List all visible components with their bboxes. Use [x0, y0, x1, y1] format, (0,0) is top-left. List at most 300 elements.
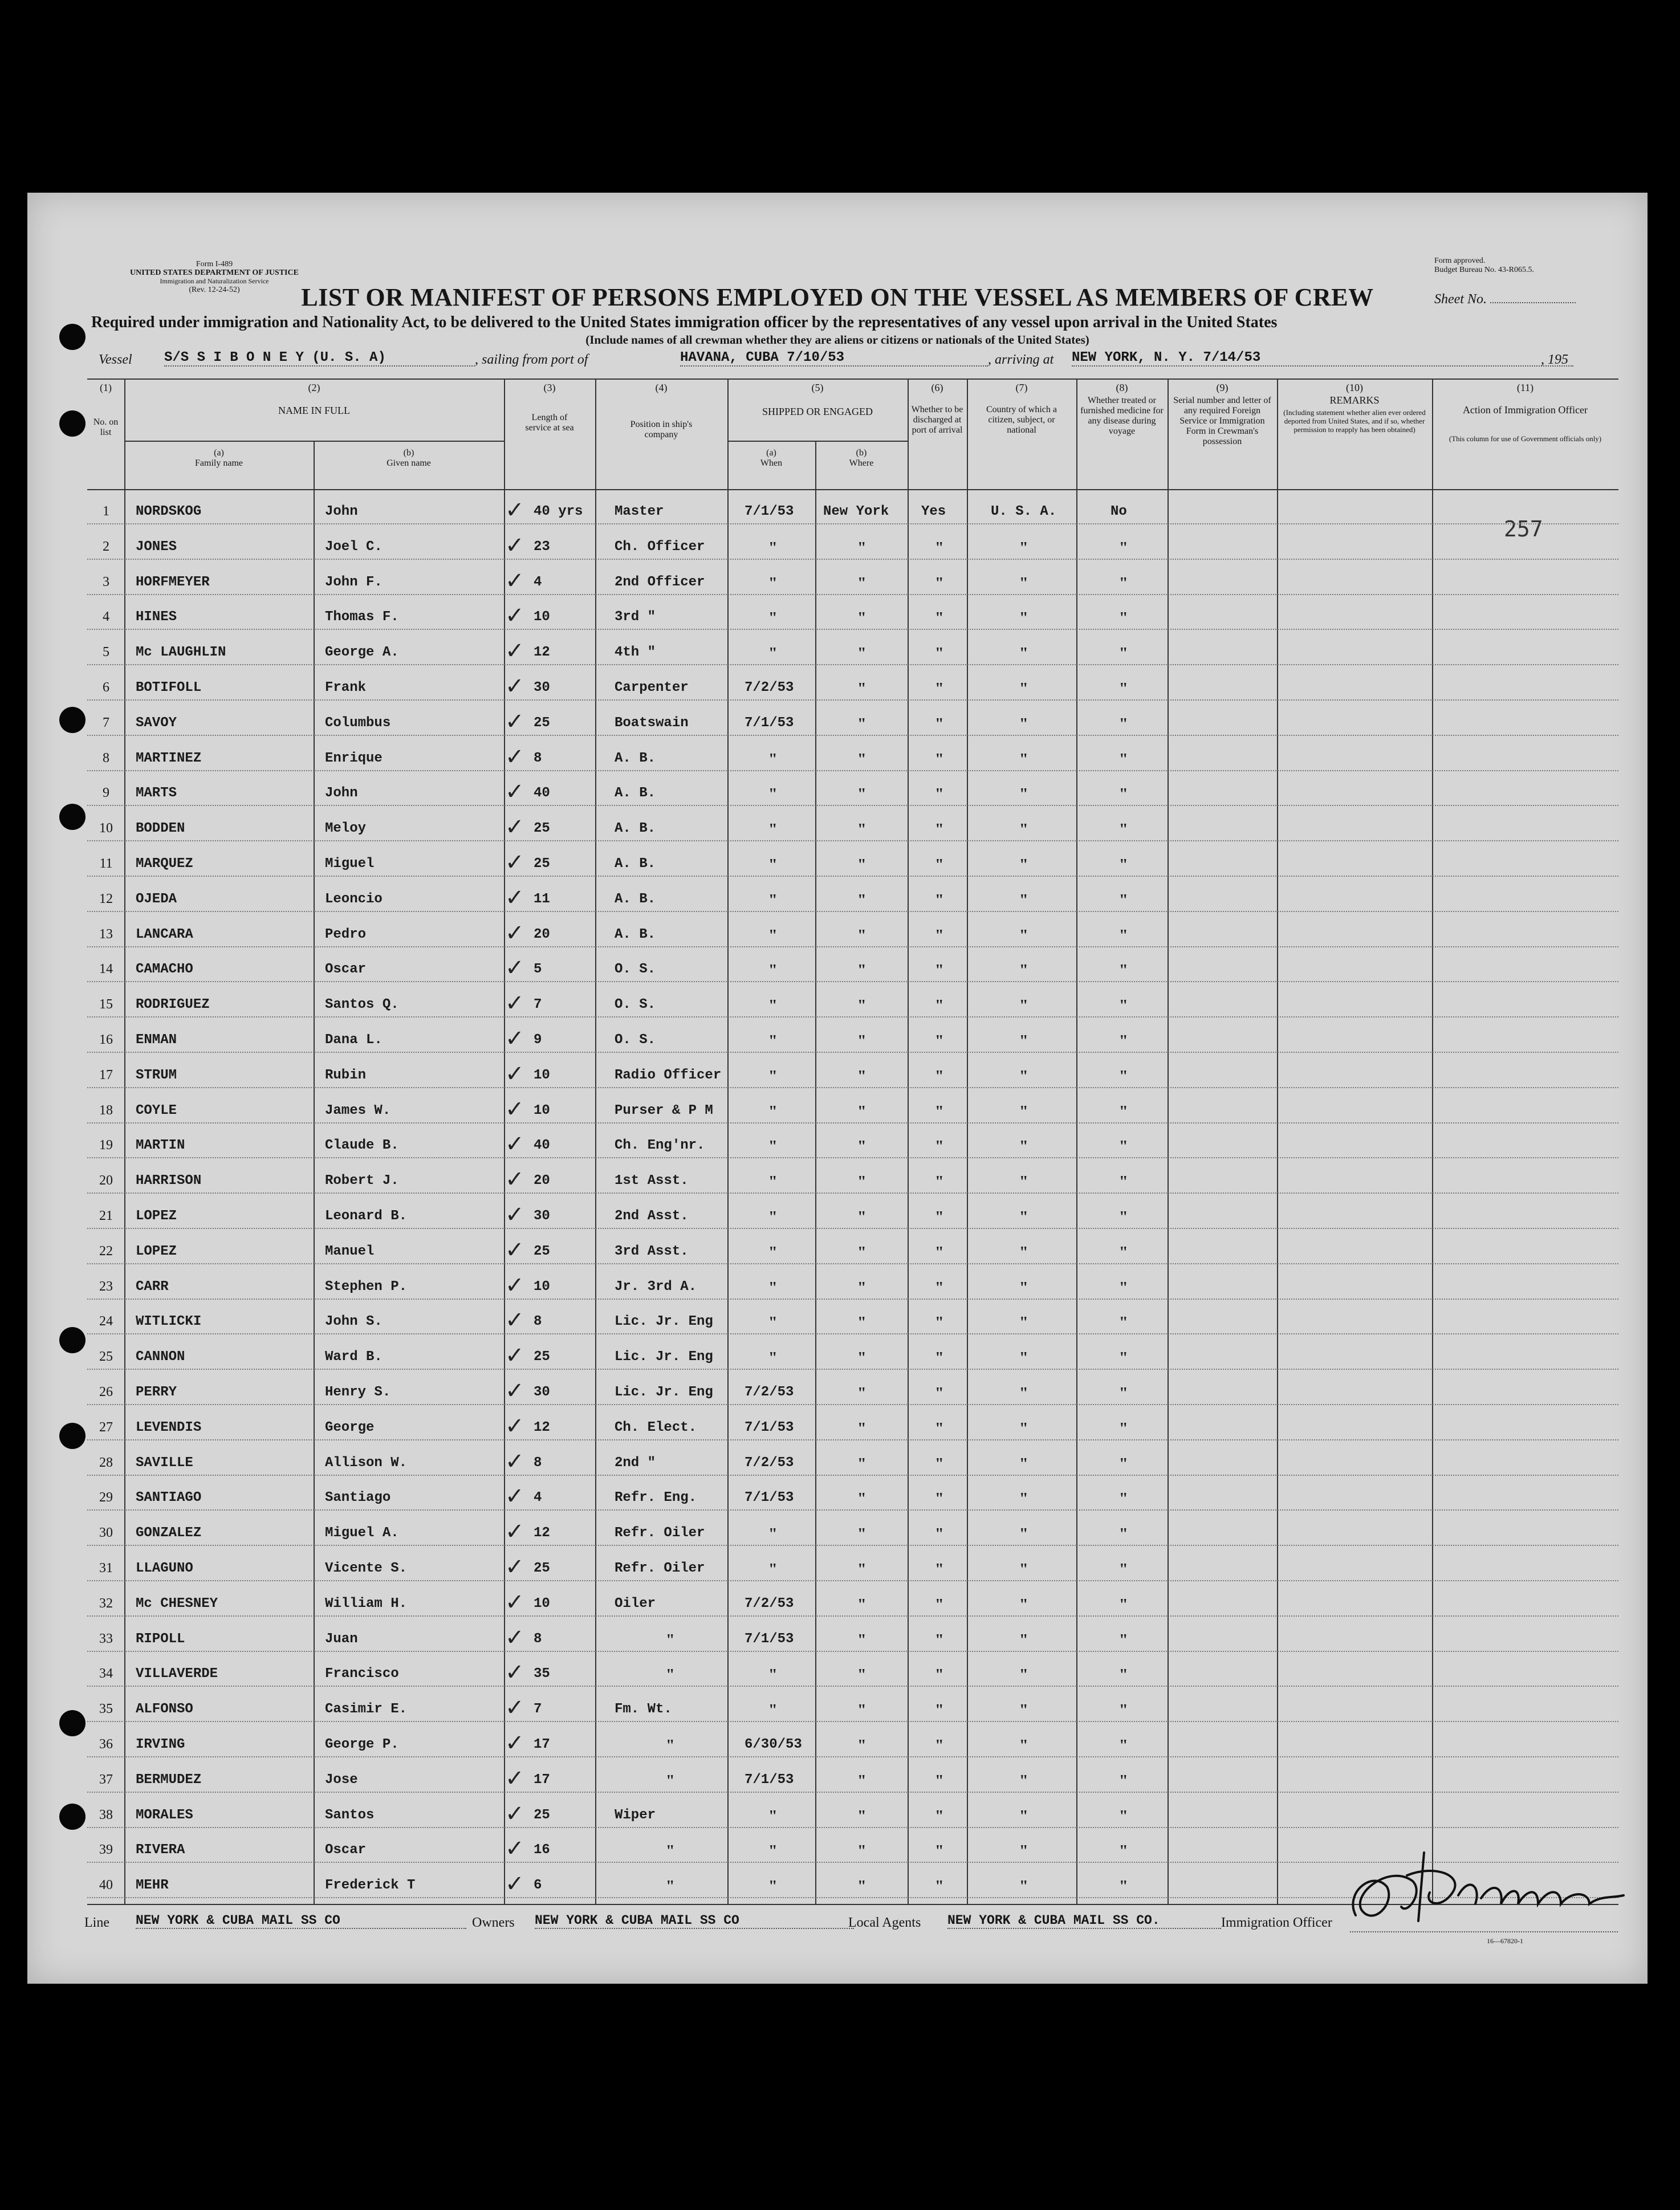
page-subtitle: Required under immigration and Nationality Act, to be delivered to the United States immigration officer by the representatives of any vessel upon arrival in the United States [91, 314, 1278, 331]
cell-medicine: " [1119, 962, 1128, 980]
checkmark-icon: ✓ [505, 1272, 524, 1299]
cell-discharged: Yes [921, 504, 946, 519]
officer-signature [1339, 1841, 1635, 1938]
cell-length: 10 [534, 1067, 550, 1083]
cell-when: " [768, 1138, 778, 1156]
cell-where: " [857, 715, 867, 733]
cell-position: Radio Officer [615, 1067, 722, 1083]
form-number: Form I-489 [196, 260, 233, 268]
cell-where: " [857, 1878, 867, 1896]
cell-length: 25 [534, 715, 550, 731]
cell-family: MARTIN [136, 1138, 185, 1154]
checkmark-icon: ✓ [505, 990, 524, 1017]
cell-length: 12 [534, 645, 550, 661]
row-rule [87, 664, 1618, 665]
checkmark-icon: ✓ [505, 955, 524, 982]
cell-country: " [1019, 1455, 1028, 1473]
cell-medicine: " [1119, 856, 1128, 874]
cell-medicine: " [1119, 1561, 1128, 1578]
cell-length: 16 [534, 1842, 550, 1858]
cell-country: " [1019, 1419, 1028, 1438]
checkmark-icon: ✓ [505, 1871, 524, 1898]
table-row [27, 1656, 1648, 1690]
table-row [27, 1128, 1648, 1162]
cell-family: LEVENDIS [136, 1419, 202, 1435]
cell-discharged: " [935, 609, 944, 628]
sailing-port: HAVANA, CUBA 7/10/53 [680, 350, 988, 367]
cell-where: " [857, 1666, 867, 1684]
checkmark-icon: ✓ [505, 1800, 524, 1827]
table-row [27, 1515, 1648, 1549]
cell-where: " [857, 1525, 867, 1544]
table-row [27, 1480, 1648, 1514]
cell-when: " [768, 1279, 778, 1297]
table-row [27, 1304, 1648, 1338]
cell-length: 17 [534, 1772, 550, 1788]
cell-where: " [857, 821, 867, 839]
checkmark-icon: ✓ [505, 1835, 524, 1862]
table-row [27, 846, 1648, 880]
row-rule [87, 1087, 1618, 1088]
cell-discharged: " [935, 1490, 944, 1508]
cell-medicine: " [1119, 1842, 1128, 1861]
cell-country: " [1019, 785, 1028, 804]
cell-medicine: " [1119, 1102, 1128, 1121]
col10-subheader: (Including statement whether alien ever ordered deported from United States, and if so, whether permission to reapply has been obtained) [1283, 408, 1426, 434]
cell-when: " [768, 645, 778, 663]
cell-where: " [857, 891, 867, 909]
checkmark-icon: ✓ [505, 1765, 524, 1792]
cell-length: 35 [534, 1666, 550, 1682]
cell-discharged: " [935, 750, 944, 768]
table-row [27, 1269, 1648, 1303]
checkmark-icon: ✓ [505, 1589, 524, 1615]
cell-given: John S. [325, 1314, 383, 1330]
checkmark-icon: ✓ [505, 1519, 524, 1545]
cell-when: 7/1/53 [745, 1419, 794, 1435]
cell-country: " [1019, 1243, 1028, 1261]
cell-length: 6 [534, 1878, 542, 1894]
cell-family: SAVOY [136, 715, 177, 731]
col4-header: Position in ship's company [630, 420, 693, 439]
year-label: , 195 [1541, 352, 1568, 367]
row-number: 24 [99, 1314, 113, 1329]
cell-when: " [768, 1208, 778, 1226]
cell-where: " [857, 1385, 867, 1402]
cell-given: George P. [325, 1737, 399, 1752]
cell-given: Santos Q. [325, 997, 399, 1013]
checkmark-icon: ✓ [505, 1060, 524, 1087]
cell-medicine: " [1119, 821, 1128, 839]
cell-given: Leoncio [325, 891, 383, 907]
cell-given: Claude B. [325, 1138, 399, 1154]
cell-discharged: " [935, 1102, 944, 1121]
cell-where: " [857, 1631, 867, 1649]
cell-family: PERRY [136, 1385, 177, 1400]
col8-number: (8) [1116, 382, 1128, 393]
checkmark-icon: ✓ [505, 567, 524, 594]
col5b-header: (b) Where [849, 448, 874, 468]
row-number: 35 [99, 1702, 113, 1717]
cell-where: " [857, 1596, 867, 1614]
cell-country: " [1019, 1666, 1028, 1684]
cell-given: Stephen P. [325, 1279, 408, 1295]
cell-country: " [1019, 1173, 1028, 1191]
cell-medicine: " [1119, 1349, 1128, 1367]
row-rule [87, 1580, 1618, 1581]
cell-discharged: " [935, 1385, 944, 1402]
cell-position: " [666, 1878, 675, 1896]
cell-length: 4 [534, 574, 542, 590]
checkmark-icon: ✓ [505, 884, 524, 911]
cell-medicine: " [1119, 1208, 1128, 1226]
cell-medicine: " [1119, 1279, 1128, 1297]
checkmark-icon: ✓ [505, 1483, 524, 1510]
sheet-no-field [1490, 302, 1576, 303]
row-number: 39 [99, 1842, 113, 1858]
cell-length: 4 [534, 1490, 542, 1506]
cell-family: BOTIFOLL [136, 680, 202, 695]
cell-position: Fm. Wt. [615, 1702, 672, 1717]
row-rule [87, 1475, 1618, 1476]
cell-given: Leonard B. [325, 1208, 408, 1224]
table-row [27, 1198, 1648, 1232]
cell-position: Lic. Jr. Eng [615, 1385, 713, 1400]
col5-number: (5) [811, 382, 824, 393]
row-number: 13 [99, 926, 113, 942]
cell-medicine: " [1119, 1138, 1128, 1156]
cell-position: 3rd Asst. [615, 1243, 689, 1259]
sheet-no-label [1434, 292, 1576, 307]
row-number: 6 [103, 680, 109, 695]
cell-where: " [857, 1419, 867, 1438]
cell-discharged: " [935, 1842, 944, 1861]
cell-discharged: " [935, 821, 944, 839]
cell-discharged: " [935, 1596, 944, 1614]
row-rule [87, 1545, 1618, 1546]
row-number: 8 [103, 750, 109, 766]
cell-given: Oscar [325, 1842, 367, 1858]
cell-given: John F. [325, 574, 383, 590]
cell-when: " [768, 1702, 778, 1720]
cell-when: 6/30/53 [745, 1737, 802, 1752]
punch-hole [59, 707, 86, 733]
checkmark-icon: ✓ [505, 1448, 524, 1475]
cell-discharged: " [935, 1807, 944, 1825]
table-row [27, 987, 1648, 1021]
table-row [27, 740, 1648, 775]
cell-when: " [768, 1878, 778, 1896]
cell-family: BERMUDEZ [136, 1772, 202, 1788]
table-row [27, 1586, 1648, 1620]
cell-family: ALFONSO [136, 1702, 193, 1717]
table-row [27, 881, 1648, 915]
cell-where: " [857, 1032, 867, 1050]
punch-hole [59, 324, 86, 350]
cell-family: HORFMEYER [136, 574, 210, 590]
cell-length: 20 [534, 1173, 550, 1189]
cell-country: " [1019, 645, 1028, 663]
row-number: 25 [99, 1349, 113, 1365]
cell-given: Vicente S. [325, 1561, 408, 1576]
row-rule [87, 523, 1618, 524]
cell-discharged: " [935, 1349, 944, 1367]
cell-given: Oscar [325, 962, 367, 978]
cell-position: O. S. [615, 962, 656, 978]
service-name: Immigration and Naturalization Service [160, 277, 269, 285]
row-number: 16 [99, 1032, 113, 1047]
cell-where: " [857, 574, 867, 592]
cell-given: Pedro [325, 926, 367, 942]
cell-given: Columbus [325, 715, 391, 731]
cell-family: RODRIGUEZ [136, 997, 210, 1013]
cell-position: " [666, 1772, 675, 1790]
cell-where: " [857, 1279, 867, 1297]
cell-when: " [768, 1842, 778, 1861]
cell-given: Henry S. [325, 1385, 391, 1400]
table-row [27, 1445, 1648, 1479]
cell-family: RIPOLL [136, 1631, 185, 1647]
page-subtitle-2: (Include names of all crewman whether they are aliens or citizens or nationals of the United States) [585, 333, 1089, 347]
table-row [27, 1163, 1648, 1197]
cell-medicine: " [1119, 1419, 1128, 1438]
cell-length: 12 [534, 1525, 550, 1541]
owners-label: Owners [472, 1915, 515, 1930]
checkmark-icon: ✓ [505, 919, 524, 946]
cell-country: " [1019, 1737, 1028, 1755]
col9-header: Serial number and letter of any required Foreign Service or Immigration Form in Crewman's possession [1173, 396, 1271, 446]
cell-position: 3rd " [615, 609, 656, 625]
cell-country: " [1019, 1279, 1028, 1297]
cell-length: 30 [534, 680, 550, 695]
cell-position: 2nd " [615, 1455, 656, 1471]
crew-table-body [27, 494, 1648, 1903]
cell-given: Miguel [325, 856, 375, 872]
cell-given: Casimir E. [325, 1702, 408, 1717]
row-number: 2 [103, 539, 109, 554]
cell-country: " [1019, 1102, 1028, 1121]
row-number: 14 [99, 962, 113, 977]
cell-given: Enrique [325, 750, 383, 766]
cell-given: William H. [325, 1596, 408, 1611]
cell-position: 4th " [615, 645, 656, 661]
cell-country: " [1019, 1385, 1028, 1402]
row-number: 12 [99, 891, 113, 906]
print-code: 16—67820-1 [1487, 1937, 1523, 1945]
cell-family: LLAGUNO [136, 1561, 193, 1576]
cell-when: " [768, 1561, 778, 1578]
col11-subheader: (This column for use of Government officials only) [1449, 434, 1602, 443]
cell-family: NORDSKOG [136, 504, 202, 519]
cell-given: Santiago [325, 1490, 391, 1506]
cell-position: Lic. Jr. Eng [615, 1314, 713, 1330]
cell-position: Carpenter [615, 680, 689, 695]
row-rule [87, 1404, 1618, 1405]
row-rule [87, 1263, 1618, 1264]
officer-label: Immigration Officer [1221, 1915, 1332, 1930]
cell-given: Francisco [325, 1666, 399, 1682]
stamp-number: 257 [1504, 516, 1543, 542]
row-number: 36 [99, 1737, 113, 1752]
cell-family: Mc CHESNEY [136, 1596, 218, 1611]
cell-position: 2nd Officer [615, 574, 705, 590]
cell-length: 10 [534, 1279, 550, 1295]
checkmark-icon: ✓ [505, 532, 524, 559]
cell-given: Santos [325, 1807, 375, 1823]
table-row [27, 529, 1648, 563]
cell-discharged: " [935, 891, 944, 909]
cell-country: " [1019, 997, 1028, 1015]
cell-given: Jose [325, 1772, 358, 1788]
cell-medicine: " [1119, 1737, 1128, 1755]
cell-where: " [857, 1243, 867, 1261]
punch-hole [59, 804, 86, 830]
col11-header: Action of Immigration Officer [1462, 404, 1588, 416]
sheet-no-text: Sheet No. [1434, 292, 1487, 307]
col4-number: (4) [655, 382, 668, 393]
shipped-sub-rule [727, 441, 908, 442]
cell-when: 7/1/53 [745, 504, 794, 519]
checkmark-icon: ✓ [505, 1378, 524, 1404]
cell-family: MEHR [136, 1878, 169, 1894]
cell-given: George [325, 1419, 375, 1435]
cell-medicine: No [1110, 504, 1127, 519]
cell-family: MORALES [136, 1807, 193, 1823]
cell-position: " [666, 1666, 675, 1684]
col2-header: NAME IN FULL [278, 405, 350, 416]
cell-medicine: " [1119, 1243, 1128, 1261]
row-rule [87, 1369, 1618, 1370]
row-rule [87, 1228, 1618, 1229]
cell-family: Mc LAUGHLIN [136, 645, 226, 661]
row-rule [87, 1299, 1618, 1300]
cell-family: WITLICKI [136, 1314, 202, 1330]
row-number: 15 [99, 997, 113, 1012]
cell-given: Ward B. [325, 1349, 383, 1365]
cell-length: 8 [534, 750, 542, 766]
cell-family: OJEDA [136, 891, 177, 907]
row-number: 40 [99, 1878, 113, 1893]
cell-when: " [768, 1173, 778, 1191]
cell-position: Wiper [615, 1807, 656, 1823]
cell-medicine: " [1119, 750, 1128, 768]
cell-when: " [768, 539, 778, 557]
cell-family: MARTS [136, 785, 177, 801]
cell-discharged: " [935, 1032, 944, 1050]
cell-family: BODDEN [136, 821, 185, 837]
table-row [27, 1410, 1648, 1444]
cell-discharged: " [935, 1525, 944, 1544]
cell-where: " [857, 1561, 867, 1578]
cell-family: SANTIAGO [136, 1490, 202, 1506]
cell-when: " [768, 785, 778, 804]
cell-when: " [768, 574, 778, 592]
punch-hole [59, 1327, 86, 1353]
col6-header: Whether to be discharged at port of arrival [911, 405, 963, 435]
cell-length: 10 [534, 609, 550, 625]
table-row [27, 705, 1648, 739]
row-rule [87, 1615, 1618, 1617]
cell-length: 5 [534, 962, 542, 978]
cell-country: " [1019, 821, 1028, 839]
cell-discharged: " [935, 1173, 944, 1191]
cell-medicine: " [1119, 891, 1128, 909]
cell-length: 30 [534, 1208, 550, 1224]
cell-position: " [666, 1842, 675, 1861]
cell-discharged: " [935, 962, 944, 980]
cell-where: " [857, 1702, 867, 1720]
cell-discharged: " [935, 856, 944, 874]
table-row [27, 1022, 1648, 1056]
cell-country: " [1019, 574, 1028, 592]
cell-when: " [768, 821, 778, 839]
cell-discharged: " [935, 1067, 944, 1085]
cell-family: COYLE [136, 1102, 177, 1118]
cell-medicine: " [1119, 1067, 1128, 1085]
row-rule [87, 559, 1618, 560]
arriving-port: NEW YORK, N. Y. 7/14/53 [1072, 350, 1573, 367]
cell-when: " [768, 962, 778, 980]
row-rule [87, 1756, 1618, 1757]
cell-given: Thomas F. [325, 609, 399, 625]
row-number: 21 [99, 1208, 113, 1223]
row-number: 30 [99, 1525, 113, 1541]
table-row [27, 564, 1648, 599]
cell-family: HARRISON [136, 1173, 202, 1189]
cell-given: Joel C. [325, 539, 383, 555]
row-rule [87, 699, 1618, 701]
cell-position: Boatswain [615, 715, 689, 731]
cell-discharged: " [935, 1279, 944, 1297]
cell-family: STRUM [136, 1067, 177, 1083]
col1-number: (1) [100, 382, 112, 393]
cell-where: " [857, 1772, 867, 1790]
cell-discharged: " [935, 645, 944, 663]
row-rule [87, 911, 1618, 912]
col8-header: Whether treated or furnished medicine for any disease during voyage [1080, 396, 1164, 436]
cell-family: GONZALEZ [136, 1525, 202, 1541]
agents-label: Local Agents [848, 1915, 921, 1930]
col5a-header: (a) When [760, 448, 783, 468]
cell-when: " [768, 1243, 778, 1261]
form-rev: (Rev. 12-24-52) [189, 286, 240, 294]
cell-country: " [1019, 539, 1028, 557]
cell-country: " [1019, 609, 1028, 628]
cell-medicine: " [1119, 926, 1128, 945]
col3-number: (3) [543, 382, 556, 393]
cell-position: 1st Asst. [615, 1173, 689, 1189]
col2b-header: (b) Given name [387, 448, 431, 468]
checkmark-icon: ✓ [505, 1554, 524, 1580]
cell-family: LOPEZ [136, 1243, 177, 1259]
checkmark-icon: ✓ [505, 673, 524, 699]
cell-when: 7/1/53 [745, 1490, 794, 1506]
cell-medicine: " [1119, 1173, 1128, 1191]
cell-given: Miguel A. [325, 1525, 399, 1541]
cell-family: MARQUEZ [136, 856, 193, 872]
cell-where: " [857, 1455, 867, 1473]
cell-length: 9 [534, 1032, 542, 1048]
cell-length: 40 [534, 785, 550, 801]
cell-medicine: " [1119, 1666, 1128, 1684]
agents-value: NEW YORK & CUBA MAIL SS CO. [947, 1913, 1221, 1929]
cell-position: Ch. Elect. [615, 1419, 697, 1435]
cell-discharged: " [935, 539, 944, 557]
row-rule [87, 1686, 1618, 1687]
row-rule [87, 1509, 1618, 1511]
table-row [27, 494, 1648, 528]
cell-medicine: " [1119, 1385, 1128, 1402]
